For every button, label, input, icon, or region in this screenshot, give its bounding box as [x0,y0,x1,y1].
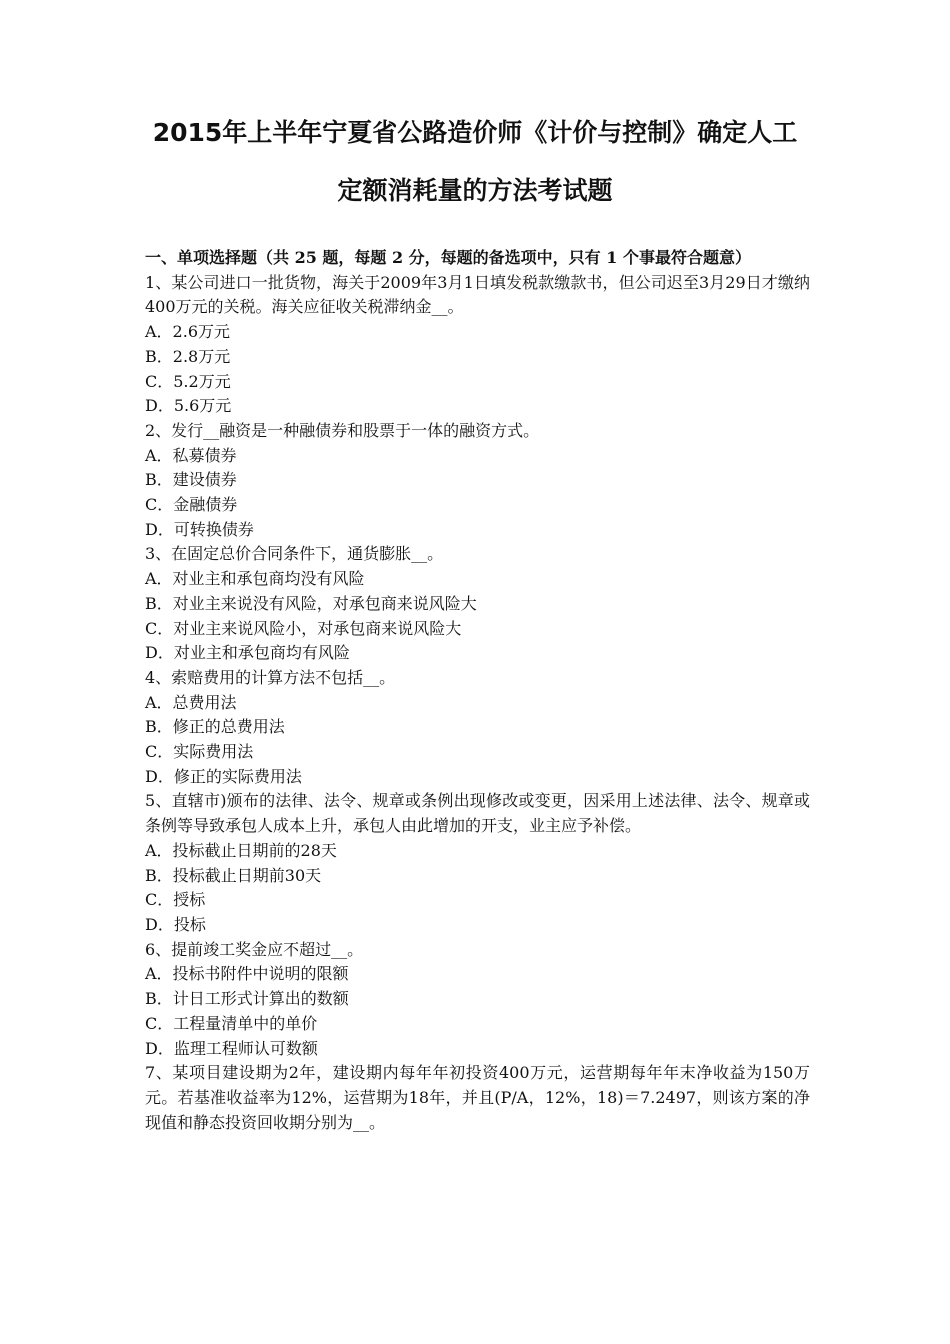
option-d: D．修正的实际费用法 [145,766,302,786]
document-title-line-2: 定额消耗量的方法考试题 [337,176,613,205]
option-a: A．私募债券 [145,445,237,465]
question-3 [145,542,810,666]
option-c: C．实际费用法 [145,742,254,762]
option-b: B．建设债券 [145,470,237,490]
option-c: C．授标 [145,890,206,910]
question-stem: 3、在固定总价合同条件下，通货膨胀__。 [145,544,444,564]
question-stem: 6、提前竣工奖金应不超过__。 [145,939,364,959]
option-c: C．金融债券 [145,495,238,515]
question-1 [145,271,810,419]
option-a: A．投标截止日期前的28天 [145,840,337,860]
question-stem: 7、某项目建设期为2年，建设期内每年年初投资400万元，运营期每年年末净收益为150万元。若基准收益率为12%，运营期为18年，并且(P/A，12%，18)＝7.2497，则该方案的净现值和静态投资回收期分别为__。 [145,1063,810,1132]
option-c: C．工程量清单中的单价 [145,1013,318,1033]
option-a: A．投标书附件中说明的限额 [145,964,349,984]
option-c: C．5.2万元 [145,371,231,391]
question-4 [145,666,810,790]
question-stem: 1、某公司进口一批货物，海关于2009年3月1日填发税款缴款书，但公司迟至3月29日才缴纳400万元的关税。海关应征收关税滞纳金__。 [145,272,810,317]
option-b: B．对业主来说没有风险，对承包商来说风险大 [145,593,477,613]
section-heading: 一、单项选择题（共 25 题，每题 2 分，每题的备选项中，只有 1 个事最符合题意） [145,248,751,267]
question-stem: 4、索赔费用的计算方法不包括__。 [145,667,396,687]
question-7 [145,1061,810,1135]
option-a: A．2.6万元 [145,322,231,342]
question-6 [145,938,810,1062]
document-title-line-1: 2015年上半年宁夏省公路造价师《计价与控制》确定人工 [152,118,798,147]
option-b: B．修正的总费用法 [145,717,285,737]
option-d: D．5.6万元 [145,396,232,416]
option-d: D．监理工程师认可数额 [145,1038,318,1058]
question-stem: 5、直辖市)颁布的法律、法令、规章或条例出现修改或变更，因采用上述法律、法令、规章或条例等导致承包人成本上升，承包人由此增加的开支，业主应予补偿。 [145,791,810,836]
option-b: B．2.8万元 [145,346,231,366]
option-b: B．投标截止日期前30天 [145,865,322,885]
option-d: D．对业主和承包商均有风险 [145,643,350,663]
option-c: C．对业主来说风险小，对承包商来说风险大 [145,618,462,638]
option-b: B．计日工形式计算出的数额 [145,989,349,1009]
option-d: D．投标 [145,914,206,934]
option-d: D．可转换债券 [145,519,254,539]
option-a: A．总费用法 [145,692,237,712]
option-a: A．对业主和承包商均没有风险 [145,569,365,589]
question-2 [145,419,810,543]
question-stem: 2、发行__融资是一种融债券和股票于一体的融资方式。 [145,420,540,440]
question-5 [145,789,810,937]
document-body [145,246,810,1135]
